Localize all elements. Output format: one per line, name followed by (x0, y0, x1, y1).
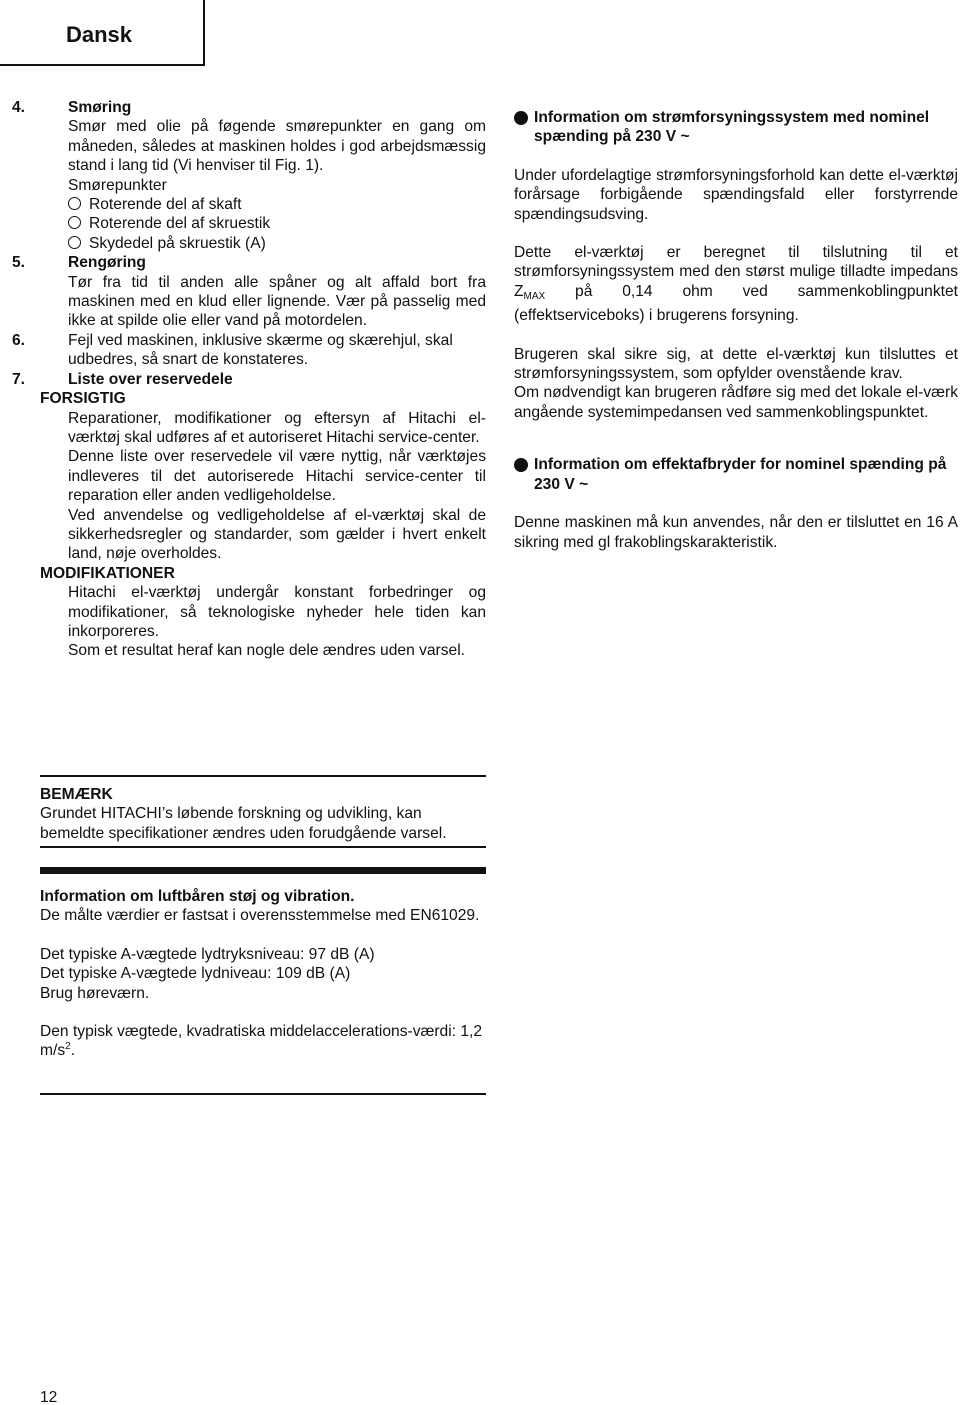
hearing-protection-text: Brug høreværn. (40, 984, 150, 1002)
page-number: 12 (40, 1389, 58, 1405)
breaker-para: Denne maskinen må kun anvendes, når den er tilsluttet en 16 A sikring med gl frakoblingskarakteristik. (514, 514, 958, 551)
lubrication-point: Roterende del af skaft (40, 195, 486, 214)
modifications-text: Hitachi el-værktøj undergår konstant forbedringer og modifikationer, så teknologiske nyheder hele tiden kan inkorporeres. (68, 584, 486, 640)
power-para-4: Om nødvendigt kan brugeren rådføre sig med det lokale el-værk angående systemimpedansen ved sammenkoblingspunktet. (514, 384, 958, 421)
circle-bullet-icon (68, 216, 81, 229)
section-7-title: Liste over reservedele (68, 370, 233, 388)
section-4-heading: 4. Smøring (12, 99, 132, 116)
caution-title: FORSIGTIG (40, 390, 126, 408)
breaker-heading: Information om effektafbryder for nominel spænding på 230 V ~ (514, 455, 958, 494)
parts-list-text: Denne liste over reservedele vil være nyttig, når værktøjes indleveres til det autoriserede Hitachi service-center til reparation eller anden vedligeholdelse. (68, 448, 486, 505)
page-language-title: Dansk (66, 22, 133, 47)
divider-line (40, 775, 486, 777)
filled-bullet-icon (514, 458, 528, 472)
power-para-2: Dette el-værktøj er beregnet til tilslutning til et strømforsyningssystem med den størst mulige tilladte impedans $Z_{MAX}$ på 0,14 ohm ved sammenkoblingpunktet (effektserviceboks) i brugerens forsyning. (514, 244, 958, 325)
noise-title: Information om luftbåren støj og vibration. (40, 888, 355, 905)
circle-bullet-icon (68, 236, 81, 249)
power-para-1: Under ufordelagtige strømforsyningsforhold kan dette el-værktøj forårsage forbigående spændingsfald eller forstyrrende spændingsudsving. (514, 166, 958, 223)
note-title: BEMÆRK (40, 786, 113, 803)
power-supply-heading: Information om strømforsyningssystem med nominel spænding på 230 V ~ (514, 108, 958, 147)
divider-line (40, 846, 486, 848)
section-7-heading: 7. Liste over reservedele (12, 370, 233, 388)
lubrication-point: Skydedel på skruestik (A) (40, 234, 486, 253)
noise-info (40, 887, 486, 1061)
divider-line (40, 1093, 486, 1095)
section-5-title: Rengøring (68, 254, 146, 272)
section-6-text: Fejl ved maskinen, inklusive skærme og skærehjul, skal udbedres, så snart de konstateres. (68, 331, 453, 369)
noise-standard-text: De målte værdier er fastsat i overensstemmelse med EN61029. (40, 907, 480, 925)
caution-text: Reparationer, modifikationer og eftersyn af Hitachi el-værktøj skal udføres af et autoriseret Hitachi service-center. (68, 409, 486, 446)
note-box (40, 785, 486, 843)
section-6: 6. Fejl ved maskinen, inklusive skærme og skærehjul, skal udbedres, så snart de konstateres. (12, 331, 453, 369)
section-5-text: Tør fra tid til anden alle spåner og alt affald bort fra maskinen med en klud eller lignende. Vær på passelig med ikke at spilde olie eller vand på motordelen. (68, 273, 486, 330)
vibration-text: Den typisk vægtede, kvadratiska middelaccelerations-værdi: 1,2 $m/s^2$. (40, 1023, 483, 1060)
sound-power-level: Det typiske A-vægtede lydniveau: 109 dB (A) (40, 965, 351, 983)
left-column (12, 98, 486, 661)
note-text: Grundet HITACHI’s løbende forskning og udvikling, kan bemeldte specifikationer ændres uden forudgående varsel. (40, 805, 447, 842)
circle-bullet-icon (68, 197, 81, 210)
sound-pressure-level: Det typiske A-vægtede lydtryksniveau: 97 dB (A) (40, 945, 375, 963)
section-5-heading: 5. Rengøring (12, 254, 146, 272)
modifications-text-2: Som et resultat heraf kan nogle dele ændres uden varsel. (68, 642, 466, 660)
right-column (514, 108, 958, 552)
modifications-title: MODIFIKATIONER (40, 564, 175, 582)
lubrication-points-title: Smørepunkter (68, 176, 167, 194)
section-4-text: Smør med olie på føgende smørepunkter en gang om måneden, således at maskinen holdes i god arbejdsmæssig stand i lang tid (Vi henviser til Fig. 1). (68, 118, 486, 175)
section-4-title: Smøring (68, 99, 132, 116)
safety-rules-text: Ved anvendelse og vedligeholdelse af el-værktøj skal de sikkerhedsregler og standarder, som gælder i hvert enkelt land, nøje overholdes. (68, 506, 486, 563)
power-para-3: Brugeren skal sikre sig, at dette el-værktøj kun tilsluttes et strømforsyningssystem, som opfylder ovenstående krav. (514, 345, 958, 383)
filled-bullet-icon (514, 111, 528, 125)
lubrication-point: Roterende del af skruestik (40, 214, 486, 233)
thick-divider-line (40, 867, 486, 874)
